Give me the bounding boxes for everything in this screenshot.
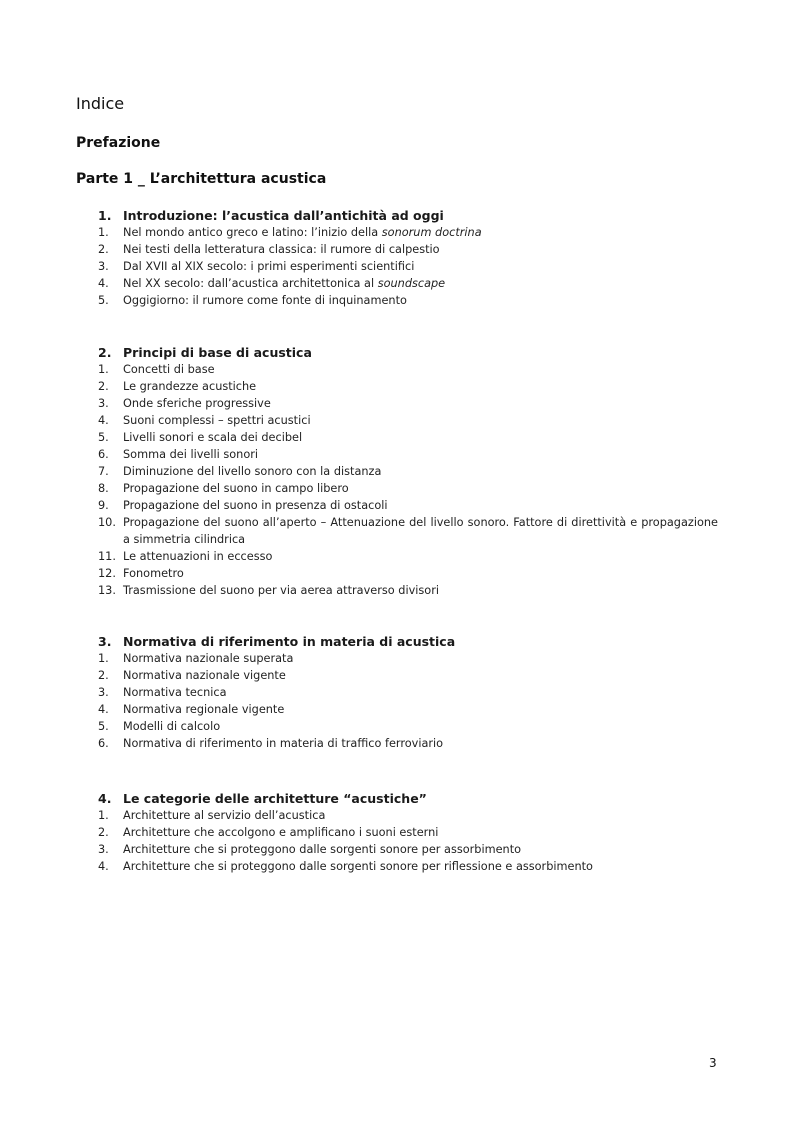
item-number: 4. [98,414,109,427]
toc-item [98,292,718,309]
item-number: 3. [98,397,109,410]
section-number: 4. [98,791,112,806]
item-text-plain: Normativa regionale vigente [123,703,285,716]
item-text [123,497,718,514]
toc-item [98,275,718,292]
item-text [123,292,718,309]
item-number: 1. [98,809,109,822]
toc-item [98,241,718,258]
item-number: 1. [98,363,109,376]
item-number: 10. [98,516,116,529]
item-number: 11. [98,550,116,563]
toc-section [98,207,718,309]
toc-item [98,224,718,241]
item-number: 5. [98,294,109,307]
item-text [123,275,718,292]
item-text-plain: Architetture al servizio dell’acustica [123,809,326,822]
toc-item [98,735,718,752]
item-number: 4. [98,277,109,290]
item-text [123,858,718,875]
item-text [123,841,718,858]
toc-item [98,824,718,841]
item-text [123,548,718,565]
item-text [123,735,718,752]
item-text [123,582,718,599]
item-text-plain: Le grandezze acustiche [123,380,257,393]
item-number: 9. [98,499,109,512]
item-number: 13. [98,584,116,597]
index-heading: Indice [76,94,125,113]
section-number: 1. [98,208,112,223]
section-heading [98,790,718,807]
toc-item [98,446,718,463]
section-heading [98,633,718,650]
toc-item [98,858,718,875]
item-text-plain: Somma dei livelli sonori [123,448,259,461]
item-text-plain: Propagazione del suono all’aperto – Attenuazione del livello sonoro. Fattore di direttività e propagazione a simmetria cilindrica [123,516,718,546]
item-text-italic: soundscape [377,277,446,290]
page-number: 3 [709,1056,717,1070]
item-number: 1. [98,652,109,665]
toc-item [98,841,718,858]
item-text-plain: Normativa nazionale superata [123,652,294,665]
item-text [123,463,718,480]
toc-item [98,429,718,446]
item-number: 4. [98,703,109,716]
item-text-plain: Le attenuazioni in eccesso [123,550,273,563]
item-text [123,412,718,429]
toc-item-list [98,650,718,752]
item-number: 8. [98,482,109,495]
toc-item [98,463,718,480]
toc-item [98,378,718,395]
toc-item-list [98,807,718,875]
toc-item [98,412,718,429]
item-text-plain: Oggigiorno: il rumore come fonte di inquinamento [123,294,407,307]
item-text [123,807,718,824]
item-number: 6. [98,448,109,461]
item-text [123,718,718,735]
item-text-plain: Fonometro [123,567,184,580]
item-number: 3. [98,843,109,856]
item-text [123,395,718,412]
item-text-plain: Architetture che si proteggono dalle sorgenti sonore per assorbimento [123,843,522,856]
item-text-plain: Diminuzione del livello sonoro con la distanza [123,465,382,478]
section-number: 3. [98,634,112,649]
item-text [123,667,718,684]
item-number: 2. [98,380,109,393]
item-text-plain: Suoni complessi – spettri acustici [123,414,311,427]
toc-item [98,514,718,548]
toc-item [98,395,718,412]
item-text-plain: Nei testi della letteratura classica: il rumore di calpestio [123,243,440,256]
toc-section [98,344,718,599]
item-number: 6. [98,737,109,750]
toc-item [98,650,718,667]
section-title: Normativa di riferimento in materia di acustica [123,634,456,649]
item-number: 3. [98,686,109,699]
item-number: 5. [98,431,109,444]
item-number: 2. [98,669,109,682]
toc-item [98,718,718,735]
item-text [123,684,718,701]
item-text [123,241,718,258]
item-text-plain: Dal XVII al XIX secolo: i primi esperimenti scientifici [123,260,415,273]
item-text-plain: Normativa nazionale vigente [123,669,286,682]
toc-item [98,667,718,684]
item-text-plain: Onde sferiche progressive [123,397,271,410]
toc-item-list [98,224,718,309]
part-heading: Parte 1 _ L’architettura acustica [76,171,327,187]
section-heading [98,344,718,361]
item-number: 12. [98,567,116,580]
item-number: 2. [98,243,109,256]
item-text-plain: Architetture che si proteggono dalle sorgenti sonore per riflessione e assorbimento [123,860,593,873]
item-text-plain: Concetti di base [123,363,215,376]
toc-item [98,258,718,275]
section-title: Introduzione: l’acustica dall’antichità ad oggi [123,208,444,223]
toc-item-list [98,361,718,599]
item-text [123,361,718,378]
item-text [123,224,718,241]
toc-item [98,807,718,824]
toc-item [98,361,718,378]
item-text-plain: Nel mondo antico greco e latino: l’inizio della [123,226,382,239]
section-number: 2. [98,345,112,360]
item-text-plain: Architetture che accolgono e amplificano i suoni esterni [123,826,439,839]
item-text [123,480,718,497]
item-number: 7. [98,465,109,478]
toc-item [98,480,718,497]
section-heading [98,207,718,224]
toc-item [98,582,718,599]
item-text-italic: sonorum doctrina [381,226,482,239]
item-text [123,565,718,582]
toc-section [98,633,718,752]
item-text [123,258,718,275]
item-number: 1. [98,226,109,239]
item-text-plain: Livelli sonori e scala dei decibel [123,431,303,444]
preface-heading: Prefazione [76,135,161,151]
item-text-plain: Propagazione del suono in presenza di ostacoli [123,499,388,512]
item-text-plain: Normativa di riferimento in materia di traffico ferroviario [123,737,444,750]
item-text-plain: Trasmissione del suono per via aerea attraverso divisori [123,584,439,597]
toc-section [98,790,718,875]
item-text-plain: Propagazione del suono in campo libero [123,482,349,495]
section-title: Le categorie delle architetture “acustiche” [123,791,427,806]
item-text [123,514,718,548]
item-number: 3. [98,260,109,273]
item-text-plain: Normativa tecnica [123,686,227,699]
section-title: Principi di base di acustica [123,345,312,360]
toc-item [98,548,718,565]
toc-item [98,684,718,701]
item-text-plain: Modelli di calcolo [123,720,221,733]
item-text [123,824,718,841]
item-text [123,701,718,718]
item-number: 2. [98,826,109,839]
item-text [123,650,718,667]
item-text-plain: Nel XX secolo: dall’acustica architettonica al [123,277,378,290]
toc-item [98,497,718,514]
item-text [123,429,718,446]
toc-item [98,701,718,718]
item-text [123,446,718,463]
item-number: 4. [98,860,109,873]
item-text [123,378,718,395]
toc-item [98,565,718,582]
item-number: 5. [98,720,109,733]
